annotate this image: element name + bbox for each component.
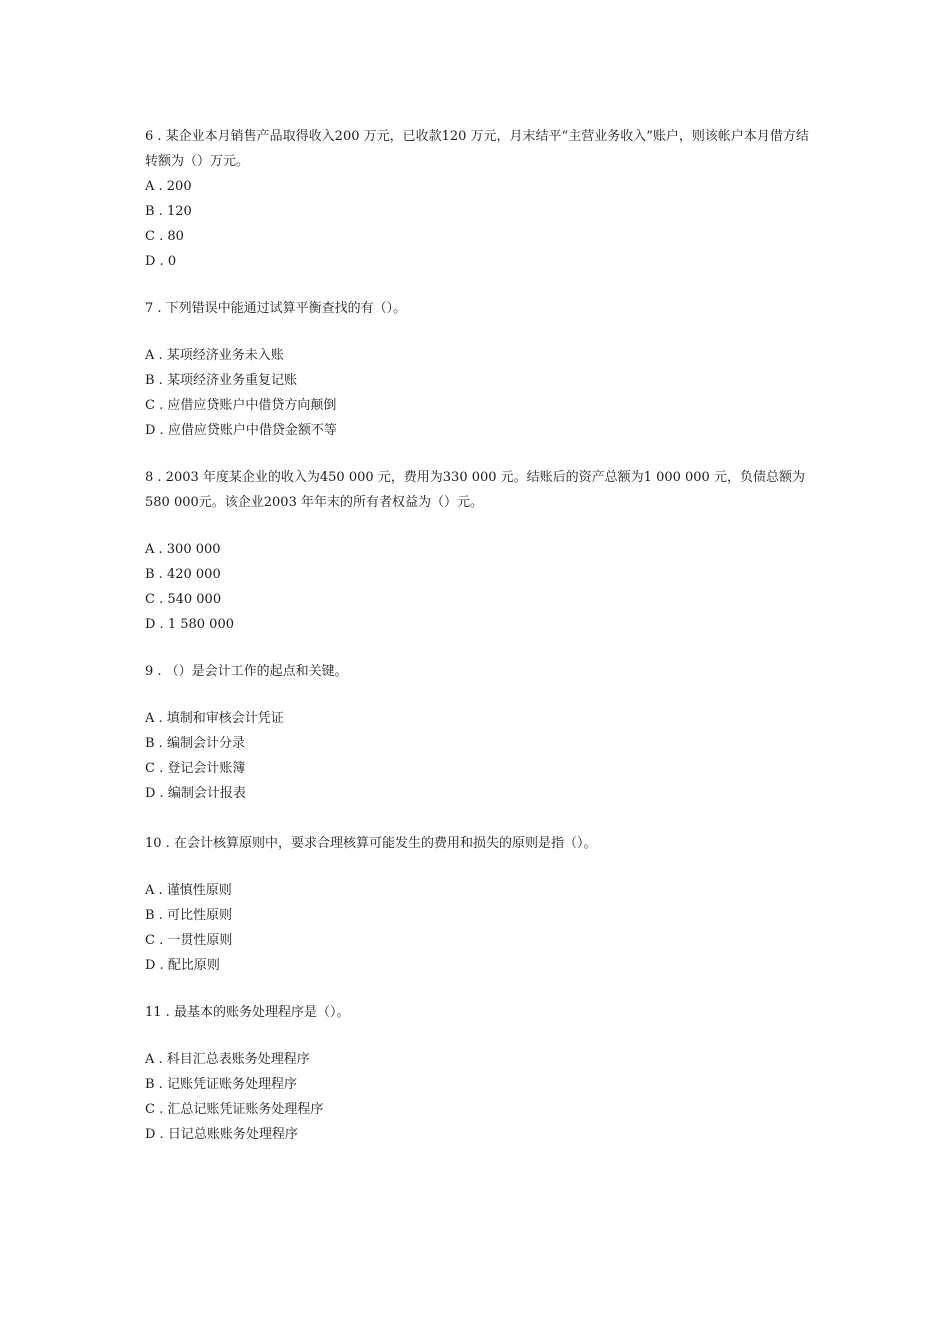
question-8 <box>145 465 815 637</box>
options-list <box>145 174 815 274</box>
option-a: A . 填制和审核会计凭证 <box>145 711 284 726</box>
option-c: C . 一贯性原则 <box>145 933 233 948</box>
option-b: B . 记账凭证账务处理程序 <box>145 1077 297 1092</box>
question-6 <box>145 124 815 274</box>
question-10 <box>145 831 815 978</box>
option-d: D . 应借应贷账户中借贷金额不等 <box>145 423 337 438</box>
option-a: A . 谨慎性原则 <box>145 883 232 898</box>
option-c: C . 80 <box>145 229 184 244</box>
question-text: 11 . 最基本的账务处理程序是（）。 <box>145 1005 350 1020</box>
question-11 <box>145 1000 815 1147</box>
option-c: C . 540 000 <box>145 592 222 607</box>
options-list <box>145 343 815 443</box>
options-list <box>145 878 815 978</box>
option-d: D . 1 580 000 <box>145 617 234 632</box>
option-d: D . 配比原则 <box>145 958 220 973</box>
question-text: 10 . 在会计核算原则中，要求合理核算可能发生的费用和损失的原则是指（）。 <box>145 836 597 851</box>
question-text: 7 . 下列错误中能通过试算平衡查找的有（）。 <box>145 301 407 316</box>
option-c: C . 应借应贷账户中借贷方向颠倒 <box>145 398 337 413</box>
question-text: 8 . 2003 年度某企业的收入为450 000 元，费用为330 000 元。结账后的资产总额为1 000 000 元，负债总额为580 000元。该企业2003 年年末的所有者权益为（）元。 <box>145 470 805 510</box>
option-a: A . 300 000 <box>145 542 221 557</box>
question-text: 9 . （）是会计工作的起点和关键。 <box>145 664 348 679</box>
option-c: C . 登记会计账簿 <box>145 761 246 776</box>
question-text: 6 . 某企业本月销售产品取得收入200 万元，已收款120 万元，月末结平“主营业务收入”账户，则该帐户本月借方结转额为（）万元。 <box>145 129 809 169</box>
options-list <box>145 537 815 637</box>
option-a: A . 某项经济业务未入账 <box>145 348 284 363</box>
option-a: A . 200 <box>145 179 192 194</box>
options-list <box>145 1047 815 1147</box>
option-b: B . 某项经济业务重复记账 <box>145 373 297 388</box>
option-d: D . 日记总账账务处理程序 <box>145 1127 298 1142</box>
option-d: D . 0 <box>145 254 177 269</box>
question-7 <box>145 296 815 443</box>
option-d: D . 编制会计报表 <box>145 786 246 801</box>
option-c: C . 汇总记账凭证账务处理程序 <box>145 1102 324 1117</box>
question-9 <box>145 659 815 806</box>
option-b: B . 可比性原则 <box>145 908 232 923</box>
option-a: A . 科目汇总表账务处理程序 <box>145 1052 310 1067</box>
option-b: B . 编制会计分录 <box>145 736 245 751</box>
options-list <box>145 706 815 806</box>
option-b: B . 420 000 <box>145 567 221 582</box>
option-b: B . 120 <box>145 204 192 219</box>
